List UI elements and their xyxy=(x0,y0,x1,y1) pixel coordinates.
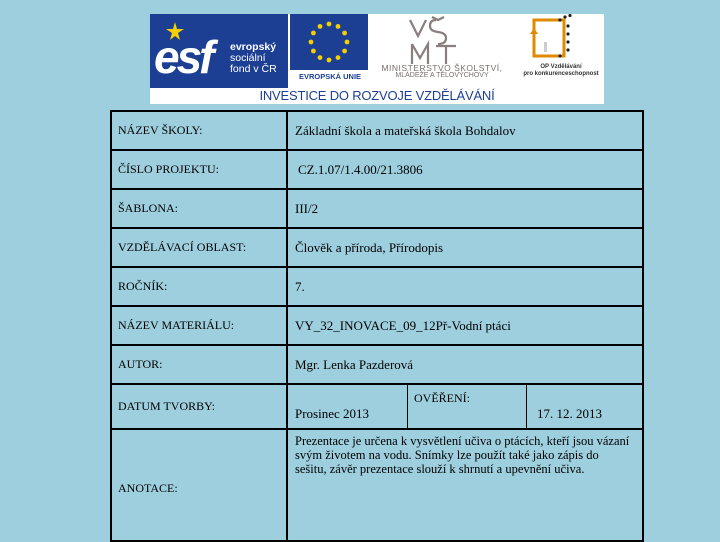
funding-banner xyxy=(150,14,604,104)
esf-line-2: sociální xyxy=(230,52,266,64)
row-label: ROČNÍK: xyxy=(111,267,287,306)
eu-star-circle-icon xyxy=(290,14,368,70)
msmt-line-1: MINISTERSTVO ŠKOLSTVÍ, xyxy=(381,63,503,73)
esf-logo xyxy=(150,14,288,88)
datum-label: DATUM TVORBY: xyxy=(111,384,287,429)
table-row xyxy=(111,306,643,345)
row-value: 7. xyxy=(287,267,643,306)
row-value: III/2 xyxy=(287,189,643,228)
banner-title: INVESTICE DO ROZVOJE VZDĚLÁVÁNÍ xyxy=(259,88,495,103)
table-row xyxy=(111,267,643,306)
op-vzdelavani-logo-icon xyxy=(530,14,590,62)
msmt-caption xyxy=(372,64,512,80)
msmt-logo-icon xyxy=(402,16,482,66)
table-row xyxy=(111,345,643,384)
row-label: NÁZEV MATERIÁLU: xyxy=(111,306,287,345)
op-caption xyxy=(518,64,604,78)
project-info-table xyxy=(110,110,644,542)
row-label: AUTOR: xyxy=(111,345,287,384)
op-line-1: OP Vzdělávání xyxy=(540,64,582,70)
row-value: Mgr. Lenka Pazderová xyxy=(287,345,643,384)
esf-text xyxy=(230,42,277,75)
row-value: Člověk a příroda, Přírodopis xyxy=(287,228,643,267)
row-label: ČÍSLO PROJEKTU: xyxy=(111,150,287,189)
overeni-label: OVĚŘENÍ: xyxy=(408,384,527,429)
table-row xyxy=(111,150,643,189)
datum-value: Prosinec 2013 xyxy=(287,384,408,429)
row-value: VY_32_INOVACE_09_12Př-Vodní ptáci xyxy=(287,306,643,345)
row-label: ŠABLONA: xyxy=(111,189,287,228)
row-value: CZ.1.07/1.4.00/21.3806 xyxy=(287,150,643,189)
table-row xyxy=(111,189,643,228)
table-row xyxy=(111,111,643,150)
row-label: NÁZEV ŠKOLY: xyxy=(111,111,287,150)
esf-line-1: evropský xyxy=(230,41,277,53)
op-line-2: pro konkurenceschopnost xyxy=(523,71,599,77)
esf-line-3: fond v ČR xyxy=(230,63,277,75)
anotace-label: ANOTACE: xyxy=(111,429,287,541)
row-value: Základní škola a mateřská škola Bohdalov xyxy=(287,111,643,150)
eu-flag xyxy=(290,14,368,70)
table-row xyxy=(111,228,643,267)
table-row-datum xyxy=(111,384,643,429)
eu-caption: EVROPSKÁ UNIE xyxy=(298,72,362,81)
table-row-anotace xyxy=(111,429,643,541)
esf-wordmark: esf xyxy=(154,31,212,83)
anotace-value: Prezentace je určena k vysvětlení učiva o ptácích, kteří jsou vázaní svým životem na vodu. Snímky lze použít také jako zápis do sešitu, závěr prezentace slouží k shrnutí a upevnění učiva. xyxy=(287,429,643,541)
overeni-value: 17. 12. 2013 xyxy=(527,384,644,429)
msmt-line-2: MLÁDEŽE A TĚLOVÝCHOVY xyxy=(395,72,489,79)
row-label: VZDĚLÁVACÍ OBLAST: xyxy=(111,228,287,267)
